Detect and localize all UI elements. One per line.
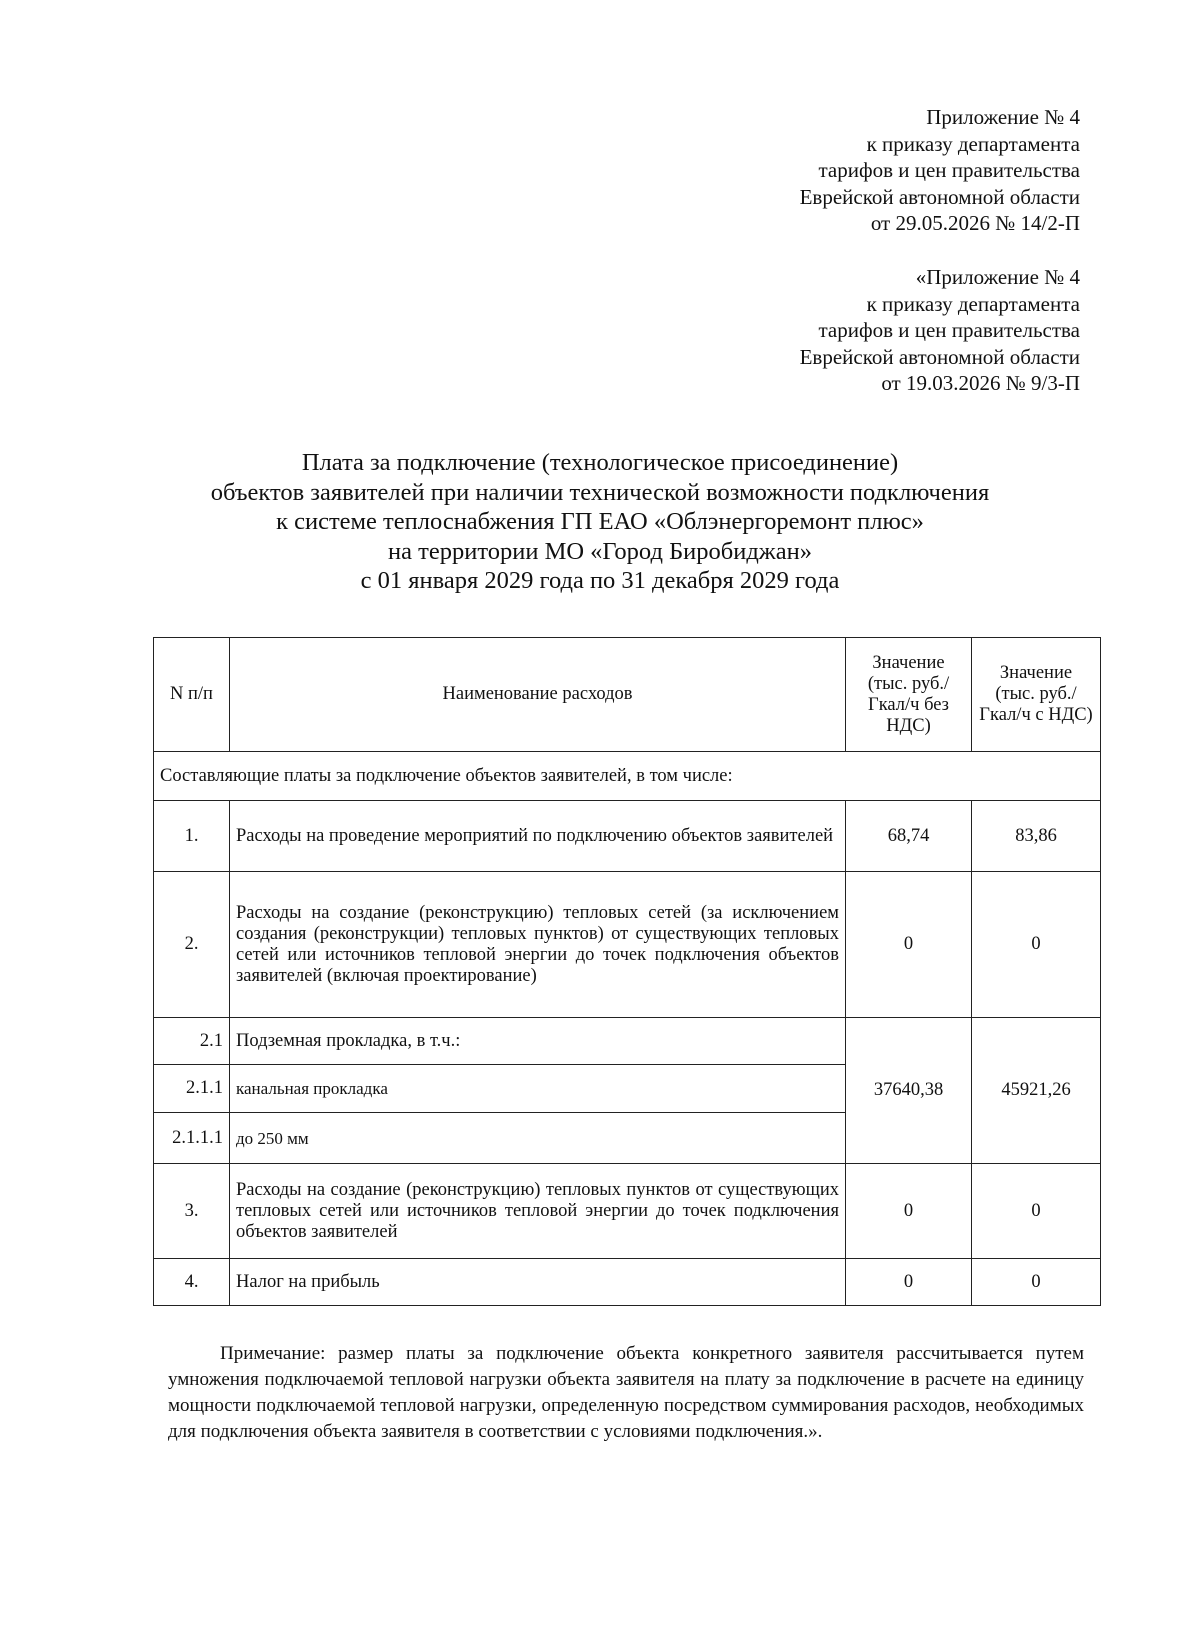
row-num: 2.1 [154, 1018, 230, 1065]
row-value-vat: 0 [972, 1164, 1101, 1259]
table-row [154, 1259, 1101, 1306]
row-name: Расходы на создание (реконструкцию) тепловых пунктов от существующих тепловых сетей или источников тепловой энергии до точек подключения объектов заявителей [230, 1164, 846, 1259]
appendix-header-original [800, 264, 1080, 397]
table-row [154, 801, 1101, 872]
row-name: канальная прокладка [230, 1065, 846, 1113]
row-value-vat: 0 [972, 872, 1101, 1018]
header-value-vat: Значение (тыс. руб./ Гкал/ч с НДС) [972, 638, 1101, 752]
row-value-vat: 0 [972, 1259, 1101, 1306]
title-line: объектов заявителей при наличии технической возможности подключения [210, 478, 990, 506]
row-num: 1. [154, 801, 230, 872]
appendix-line: тарифов и цен правительства [818, 318, 1080, 342]
row-value-no-vat: 0 [846, 872, 972, 1018]
appendix-line: к приказу департамента [866, 131, 1080, 156]
row-value-no-vat: 68,74 [846, 801, 972, 872]
appendix-header-current [800, 104, 1080, 237]
appendix-line: тарифов и цен правительства [818, 158, 1080, 182]
row-num: 2.1.1 [154, 1065, 230, 1113]
table-header-row [154, 638, 1101, 752]
row-name: Расходы на создание (реконструкцию) тепловых сетей (за исключением создания (реконструкции) тепловых пунктов) от существующих тепловых сетей или источников тепловой энергии до точек подключения объектов заявителей (включая проектирование) [230, 872, 846, 1018]
table-row [154, 1164, 1101, 1259]
row-name: Расходы на проведение мероприятий по подключению объектов заявителей [230, 801, 846, 872]
table-row [154, 872, 1101, 1018]
row-name: Налог на прибыль [230, 1259, 846, 1306]
header-num: N п/п [154, 638, 230, 752]
appendix-line: Еврейской автономной области [799, 184, 1080, 209]
section-title: Составляющие платы за подключение объектов заявителей, в том числе: [154, 752, 1101, 801]
fees-table [153, 637, 1101, 1306]
row-num: 4. [154, 1259, 230, 1306]
title-line: к системе теплоснабжения ГП ЕАО «Облэнергоремонт плюс» [276, 508, 924, 535]
row-name: Подземная прокладка, в т.ч.: [230, 1018, 846, 1065]
appendix-line: Еврейской автономной области [799, 344, 1080, 369]
row-name: до 250 мм [230, 1113, 846, 1164]
row-num: 3. [154, 1164, 230, 1259]
row-num: 2.1.1.1 [154, 1113, 230, 1164]
title-line: на территории МО «Город Биробиджан» [388, 537, 812, 565]
row-num: 2. [154, 872, 230, 1018]
header-name: Наименование расходов [230, 638, 846, 752]
appendix-line: «Приложение № 4 [915, 265, 1080, 289]
appendix-line: к приказу департамента [866, 291, 1080, 316]
row-value-no-vat: 37640,38 [846, 1018, 972, 1164]
appendix-line: от 19.03.2026 № 9/3-П [881, 371, 1080, 395]
section-title-row [154, 752, 1101, 801]
row-value-vat: 45921,26 [972, 1018, 1101, 1164]
document-title [100, 448, 1100, 596]
row-value-no-vat: 0 [846, 1164, 972, 1259]
note-paragraph: Примечание: размер платы за подключение объекта конкретного заявителя рассчитывается путем умножения подключаемой тепловой нагрузки объекта заявителя на плату за подключение в расчете на единицу мощности подключаемой тепловой нагрузки, определенную посредством суммирования расходов, необходимых для подключения объекта заявителя в соответствии с условиями подключения.». [168, 1343, 1084, 1442]
table-row [154, 1018, 1101, 1065]
appendix-line: от 29.05.2026 № 14/2-П [870, 211, 1080, 235]
row-value-no-vat: 0 [846, 1259, 972, 1306]
title-line: с 01 января 2029 года по 31 декабря 2029 года [360, 567, 840, 594]
appendix-line: Приложение № 4 [926, 105, 1080, 129]
row-value-vat: 83,86 [972, 801, 1101, 872]
title-line: Плата за подключение (технологическое присоединение) [301, 449, 899, 476]
header-value-no-vat: Значение (тыс. руб./ Гкал/ч без НДС) [846, 638, 972, 752]
